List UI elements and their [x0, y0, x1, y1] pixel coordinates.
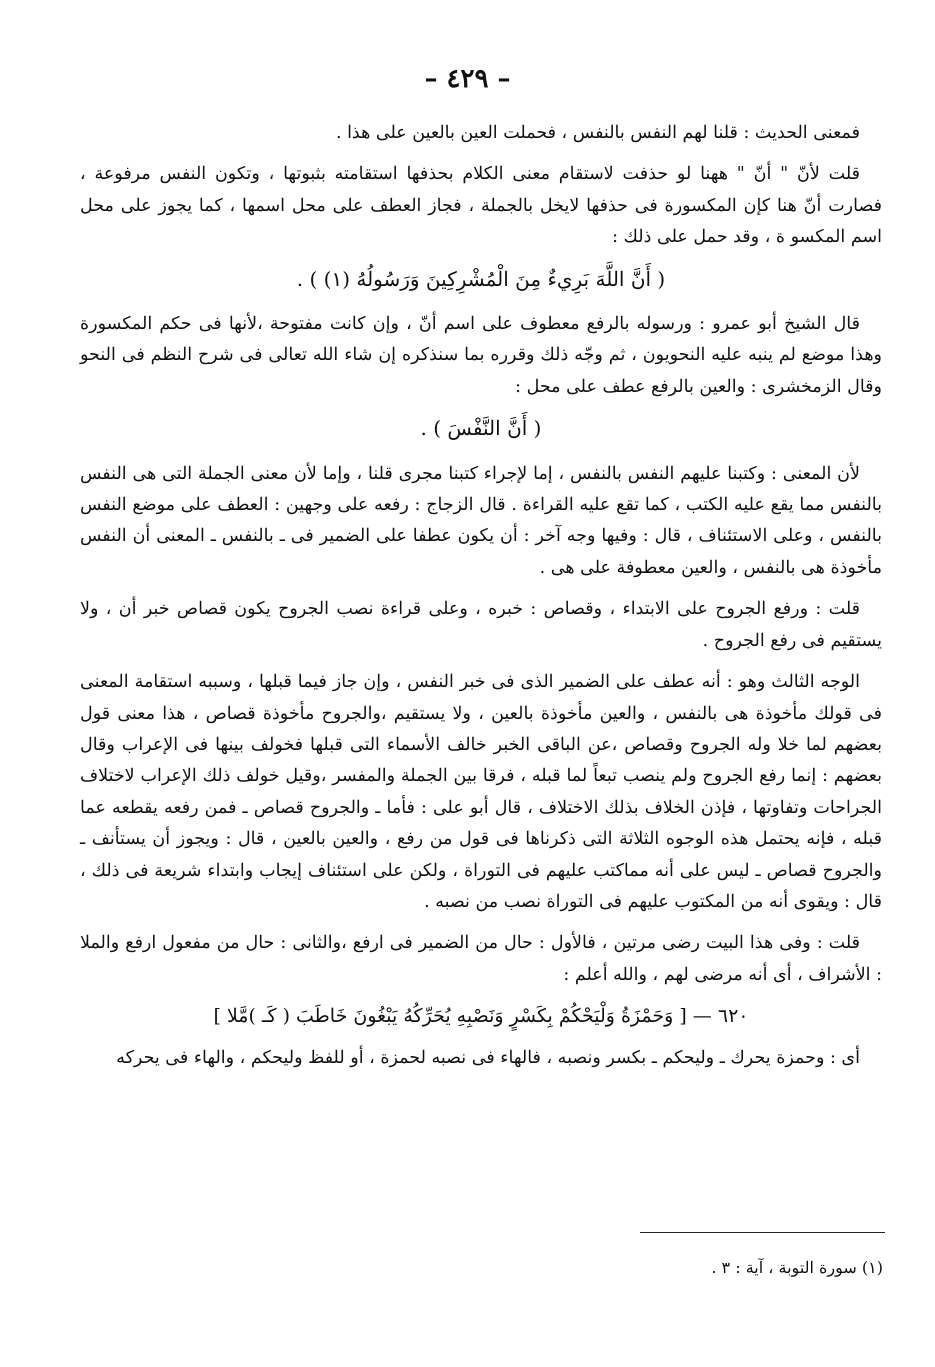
paragraph-5: قلت : ورفع الجروح على الابتداء ، وقصاص : خبره ، وعلى قراءة نصب الجروح يكون قصاص خبر أن ، ولا يستقيم فى رفع الجروح .	[80, 599, 882, 651]
footnote: (١) سورة التوبة ، آية : ٣ .	[711, 1258, 883, 1277]
page-number: – ٤٢٩ –	[424, 64, 511, 94]
verse-line: ٦٢٠ — [ وَحَمْزَةُ وَلْيَحْكُمْ بِكَسْرٍ وَنَصْبِهِ يُحَرِّكُهُ يَبْغُونَ خَاطَبَ ( كَـ )مَّلا ]	[213, 1005, 749, 1028]
paragraph-1: فمعنى الحديث : قلنا لهم النفس بالنفس ، فحملت العين بالعين على هذا .	[335, 123, 860, 143]
paragraph-3: قال الشيخ أبو عمرو : ورسوله بالرفع معطوف على اسم أنّ ، وإن كانت مفتوحة ،لأنها فى حكم المكسورة وهذا موضع لم ينبه عليه النحويون ، ثم وجّه ذلك وقرره بما سنذكره إن شاء الله تعالى فى شرح النظم فى النحو وقال الزمخشرى : والعين بالرفع عطف على محل :	[80, 314, 882, 397]
main-text	[80, 118, 882, 1084]
paragraph-4: لأن المعنى : وكتبنا عليهم النفس بالنفس ، إما لإجراء كتبنا مجرى قلنا ، وإما لأن معنى الجملة التى هى النفس بالنفس مما يقع عليه الكتب ، كما تقع عليه القراءة . قال الزجاج : رفعه على وجهين : العطف على موضع النفس بالنفس ، وعلى الاستئناف ، قال : وفيها وجه آخر : أن يكون عطفا على الضمير فى ـ بالنفس ـ المعنى أن النفس مأخوذة هى بالنفس ، والعين معطوفة على هى .	[80, 463, 882, 578]
quran-quote-1: ( أَنَّ اللَّهَ بَرِيءٌ مِنَ الْمُشْرِكِينَ وَرَسُولُهُ (١) ) .	[296, 266, 666, 291]
paragraph-7: قلت : وفى هذا البيت رضى مرتين ، فالأول : حال من الضمير فى ارفع ،والثانى : حال من مفعول ارفع والملا : الأشراف ، أى أنه مرضى لهم ، والله أعلم :	[80, 933, 882, 985]
footnote-divider	[640, 1232, 885, 1233]
paragraph-8: أى : وحمزة يحرك ـ وليحكم ـ بكسر ونصبه ، فالهاء فى نصبه لحمزة ، أو للفظ وليحكم ، والهاء فى يحركه	[116, 1047, 860, 1068]
quran-quote-2: ( أَنَّ النَّفْسَ ) .	[420, 416, 542, 441]
paragraph-2: قلت لأنّ " أنّ " ههنا لو حذفت لاستقام معنى الكلام بحذفها استقامته بثبوتها ، وتكون النفس مرفوعة ، فصارت أنّ هنا كإن المكسورة فى حذفها لايخل بالجملة ، فجاز العطف على محل اسمها ، كما يجوز على محل اسم المكسو ة ، وقد حمل على ذلك :	[80, 164, 882, 248]
paragraph-6: الوجه الثالث وهو : أنه عطف على الضمير الذى فى خبر النفس ، وإن جاز فيما قبلها ، وسببه استقامة المعنى فى قولك مأخوذة هى بالنفس ، والعين مأخوذة بالعين ، ولا يستقيم ،والجروح مأخوذة قصاص ، هذا معنى قول بعضهم لما خلا وله الجروح وقصاص ،عن الباقى الخبر خالف الأسماء التى قبلها فخولف بينها فى الإعراب وقال بعضهم : إنما رفع الجروح ولم ينصب تبعاً لما قبله ، فرقا بين الجملة والمفسر ،وقيل خولف ذلك الإعراب لاختلاف الجراحات وتفاوتها ، فإذن الخلاف بذلك الاختلاف ، قال أبو على : فأما ـ والجروح قصاص ـ فمن رفعه يقطعه عما قبله ، فإنه يحتمل هذه الوجوه الثلاثة التى ذكرناها فى قول من رفع ، والعين بالعين ، قال : ويجوز أن يستأنف ـ والجروح قصاص ـ ليس على أنه مماكتب عليهم فى التوراة ، ولكن على استئناف إيجاب وابتداء شريعة فى ذلك ، قال : ويقوى أنه من المكتوب عليهم فى التوراة نصب من نصبه .	[80, 672, 882, 912]
